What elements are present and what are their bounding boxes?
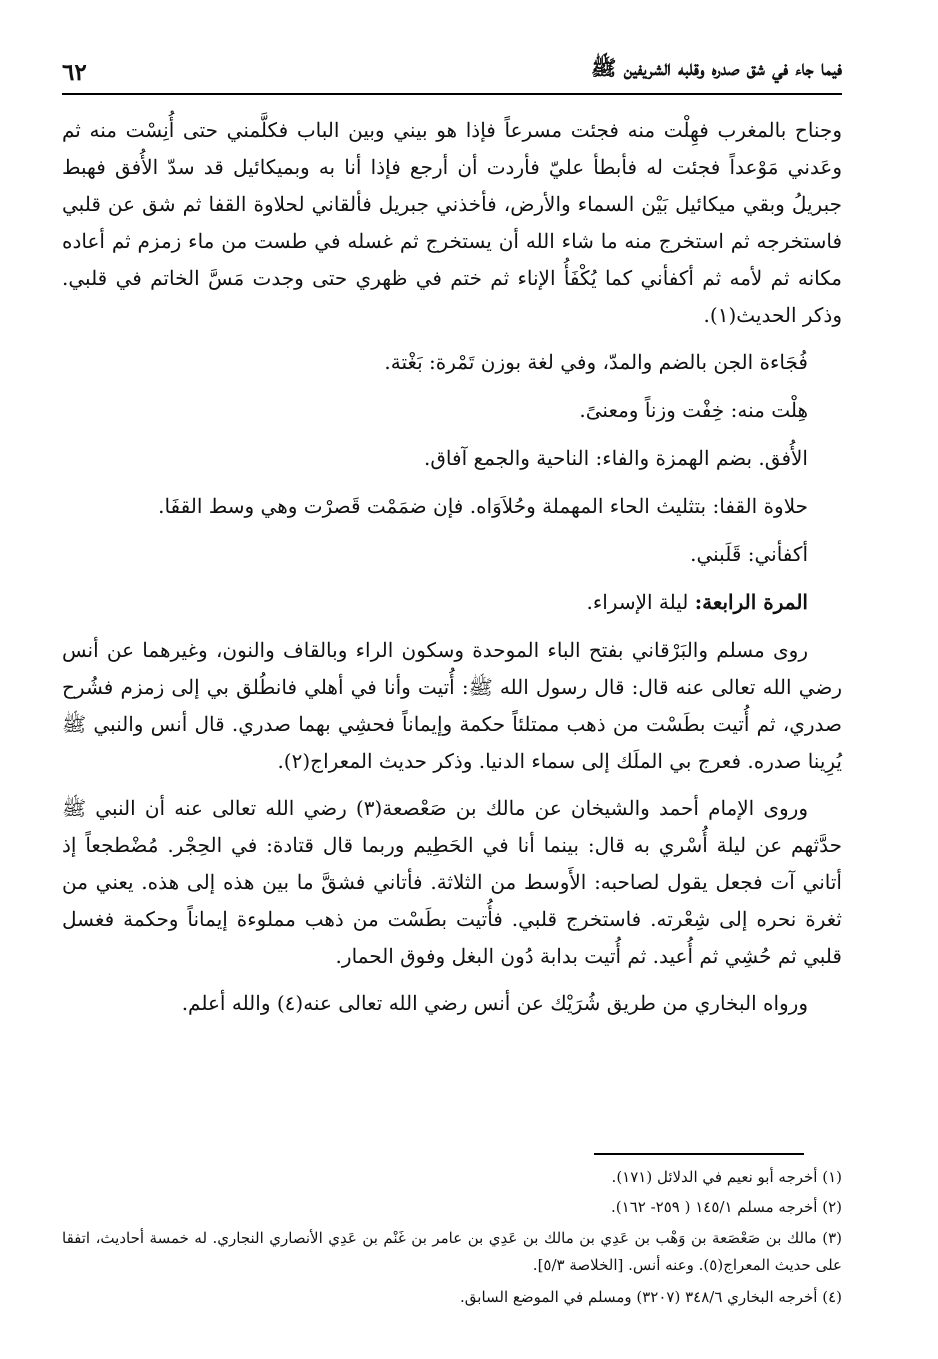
- footnote-4: (٤) أخرجه البخاري ٣٤٨/٦ (٣٢٠٧) ومسلم في الموضع السابق.: [460, 1288, 842, 1306]
- gloss-hilt: هِلْت منه: خِفْت وزناً ومعنىً.: [579, 398, 808, 422]
- gloss-halawat-alqafa: حلاوة القفا: بتثليث الحاء المهملة وحُلاَوَاه. فإن ضمَمْت قَصرْت وهي وسط القفَا.: [158, 494, 808, 518]
- running-header: [62, 52, 842, 86]
- footnote-3: (٣) مالك بن صَعْصَعة بن وَهْب بن عَدِي بن مالك بن عَدِي بن عامر بن غَنْم بن عَدِي الأنصاري النجاري. له خمسة أحاديث، اتفقا على حديث المعراج(٥). وعنه أنس. [الخلاصة ٥/٣].: [62, 1229, 842, 1274]
- footnotes: [62, 1162, 842, 1312]
- footnote-rule: [594, 1153, 804, 1155]
- gloss-ufuq: الأُفق. بضم الهمزة والفاء: الناحية والجمع آفاق.: [424, 446, 808, 470]
- subheading-label: المرة الرابعة:: [694, 590, 808, 614]
- paragraph-hadith-narration: وجناح بالمغرب فهِلْت منه فجئت مسرعاً فإذا هو بيني وبين الباب فكلَّمني حتى أُنِسْت منه ثم وعَدني مَوْعداً فجئت له فأبطأ عليّ فأردت أن أرجع فإذا أنا به وبميكائيل قد سدّ الأُفق فهبط جبريلُ وبقي ميكائيل بَيْن السماء والأرض، فأخذني جبريل فألقاني لحلاوة القفا ثم شق عن قلبي فاستخرجه ثم استخرج منه ما شاء الله أن يستخرج ثم غسله في طست من ماء زمزم ثم أعاده مكانه ثم لأمه ثم أكفأني كما يُكْفَأُ الإناء ثم ختم في ظهري حتى وجدت مَسَّ الخاتم في قلبي. وذكر الحديث(١).: [62, 118, 842, 327]
- paragraph-bukhari-narration: ورواه البخاري من طريق شُرَيْك عن أنس رضي الله تعالى عنه(٤) والله أعلم.: [181, 991, 808, 1015]
- subheading-text: ليلة الإسراء.: [586, 590, 689, 614]
- page-number: ٦٢: [62, 59, 87, 86]
- footnote-1: (١) أخرجه أبو نعيم في الدلائل (١٧١).: [611, 1168, 842, 1186]
- gloss-fujaa: فُجَاءة الجن بالضم والمدّ، وفي لغة بوزن تَمْرة: بَغْتة.: [384, 350, 808, 374]
- gloss-akfaani: أكفأني: قَلَبني.: [690, 542, 808, 566]
- footnote-2: (٢) أخرجه مسلم ١٤٥/١ ( ٢٥٩- ١٦٢).: [611, 1198, 842, 1216]
- header-rule: [62, 93, 842, 95]
- main-text: [62, 112, 842, 1022]
- running-title: فيما جاء في شق صدره وقلبه الشريفين ﷺ: [591, 55, 842, 80]
- section-heading-fourth-time: [62, 582, 842, 622]
- paragraph-muslim-narration: روى مسلم والبَرْقاني بفتح الباء الموحدة وسكون الراء وبالقاف والنون، وغيرهما عن أنس رضي الله تعالى عنه قال: قال رسول الله ﷺ: أُتيت وأنا في أهلي فانطُلق بي إلى زمزم فشُرح صدري، ثم أُتيت بطَسْت من ذهب ممتلئاً حكمة وإيماناً فحشِي بهما صدري. قال أنس والنبي ﷺ يُرِينا صدره. فعرج بي الملَك إلى سماء الدنيا. وذكر حديث المعراج(٢).: [62, 638, 843, 773]
- paragraph-ahmad-narration: وروى الإمام أحمد والشيخان عن مالك بن صَعْصعة(٣) رضي الله تعالى عنه أن النبي ﷺ حدَّثهم عن ليلة أُسْري به قال: بينما أنا في الحَطِيم وربما قال قتادة: في الحِجْر. مُضْطجعاً إذ أتاني آت فجعل يقول لصاحبه: الأَوسط من الثلاثة. فأتاني فشقَّ ما بين هذه إلى هذه. يعني من ثغرة نحره إلى شِعْرته. فاستخرج قلبي. فأُتيت بطَسْت من ذهب مملوءة إيماناً وحكمة فغسل قلبي ثم حُشِي ثم أُعيد. ثم أُتيت بدابة دُون البغل وفوق الحمار.: [62, 796, 842, 968]
